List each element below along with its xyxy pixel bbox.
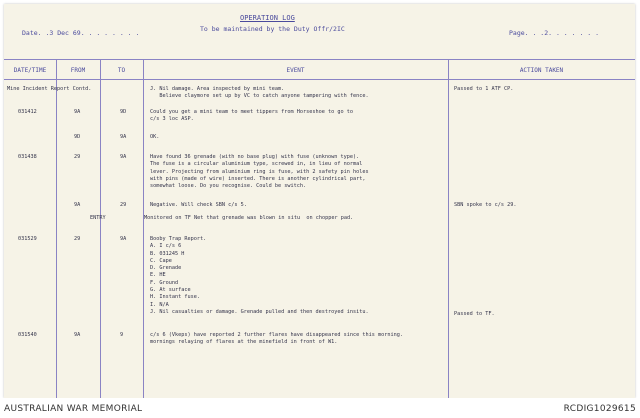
row-from: 29: [74, 154, 81, 160]
row-datetime: ENTRY: [90, 215, 106, 221]
row-to: 9A: [120, 236, 127, 242]
row-from: 9D: [74, 134, 81, 140]
column-header-action: ACTION TAKEN: [519, 67, 564, 74]
row-event: Have found 36 grenade (with no base plug) with fuse (unknown type). The fuse is a circular aluminium type, screwed in, in lieu of normal lever. Projecting from aluminium ring is fuse, with 2 safety pin holes with pins (made of wire) inserted. There is another cylindrical part, somewhat loose. Do you recognise. Could be switch.: [150, 154, 369, 190]
footer-record-id: RCDIG1029615: [563, 404, 636, 414]
log-page: Page. . .2. . . . . . .: [509, 29, 600, 37]
row-event: Could you get a mini team to meet tippers from Horseshoe to go to c/s 3 loc ASP.: [150, 109, 354, 123]
footer-source: AUSTRALIAN WAR MEMORIAL: [4, 404, 143, 414]
archive-footer: [0, 398, 640, 418]
column-header-from: FROM: [70, 67, 86, 74]
row-to: 9A: [120, 134, 127, 140]
row-datetime: 031438: [18, 154, 37, 160]
column-header-to: TO: [117, 67, 126, 74]
table-top-rule: [4, 59, 635, 60]
column-header-datetime: DATE/TIME: [13, 67, 47, 74]
row-datetime: Mine Incident Report Contd.: [7, 86, 92, 92]
row-event: J. Nil damage. Area inspected by mini team. Believe claymore set up by VC to catch anyone tampering with fence.: [150, 86, 369, 100]
row-from: 9A: [74, 202, 81, 208]
column-divider: [448, 59, 449, 398]
row-event: Booby Trap Report. A. I c/s 6 B. 031245 H C. Cape D. Grenade E. HE F. Ground G. At surface H. Instant fuse. I. N/A J. Nil casualties or damage. Grenade pulled and then destroyed insitu.: [150, 236, 369, 315]
log-subtitle: To be maintained by the Duty Offr/2IC: [200, 25, 345, 33]
log-sheet: [4, 4, 635, 398]
row-from: 9A: [74, 332, 81, 338]
column-header-event: EVENT: [286, 67, 305, 74]
row-action: Passed to TF.: [454, 311, 495, 317]
row-event: OK.: [150, 134, 160, 140]
row-to: 29: [120, 202, 127, 208]
log-title: OPERATION LOG: [240, 14, 295, 22]
row-event: Monitored on TF Net that grenade was blown in situ on chopper pad.: [144, 215, 354, 221]
row-to: 9D: [120, 109, 127, 115]
row-action: SBN spoke to c/s 29.: [454, 202, 517, 208]
row-to: 9A: [120, 154, 127, 160]
log-date: Date. .3 Dec 69. . . . . . . .: [22, 29, 140, 37]
row-datetime: 031540: [18, 332, 37, 338]
column-divider: [100, 59, 101, 398]
row-action: Passed to 1 ATF CP.: [454, 86, 514, 92]
row-to: 9: [120, 332, 124, 338]
row-datetime: 031529: [18, 236, 37, 242]
row-event: c/s 6 (Vkeps) have reported 2 further flares have disappeared since this morning. mornings relaying of flares at the minefield in front of W1.: [150, 332, 403, 346]
row-from: 9A: [74, 109, 81, 115]
row-event: Negative. Will check SBN c/s 5.: [150, 202, 247, 208]
header-bottom-rule: [4, 79, 635, 80]
column-divider: [56, 59, 57, 398]
column-divider: [143, 59, 144, 398]
row-from: 29: [74, 236, 81, 242]
row-datetime: 031412: [18, 109, 37, 115]
